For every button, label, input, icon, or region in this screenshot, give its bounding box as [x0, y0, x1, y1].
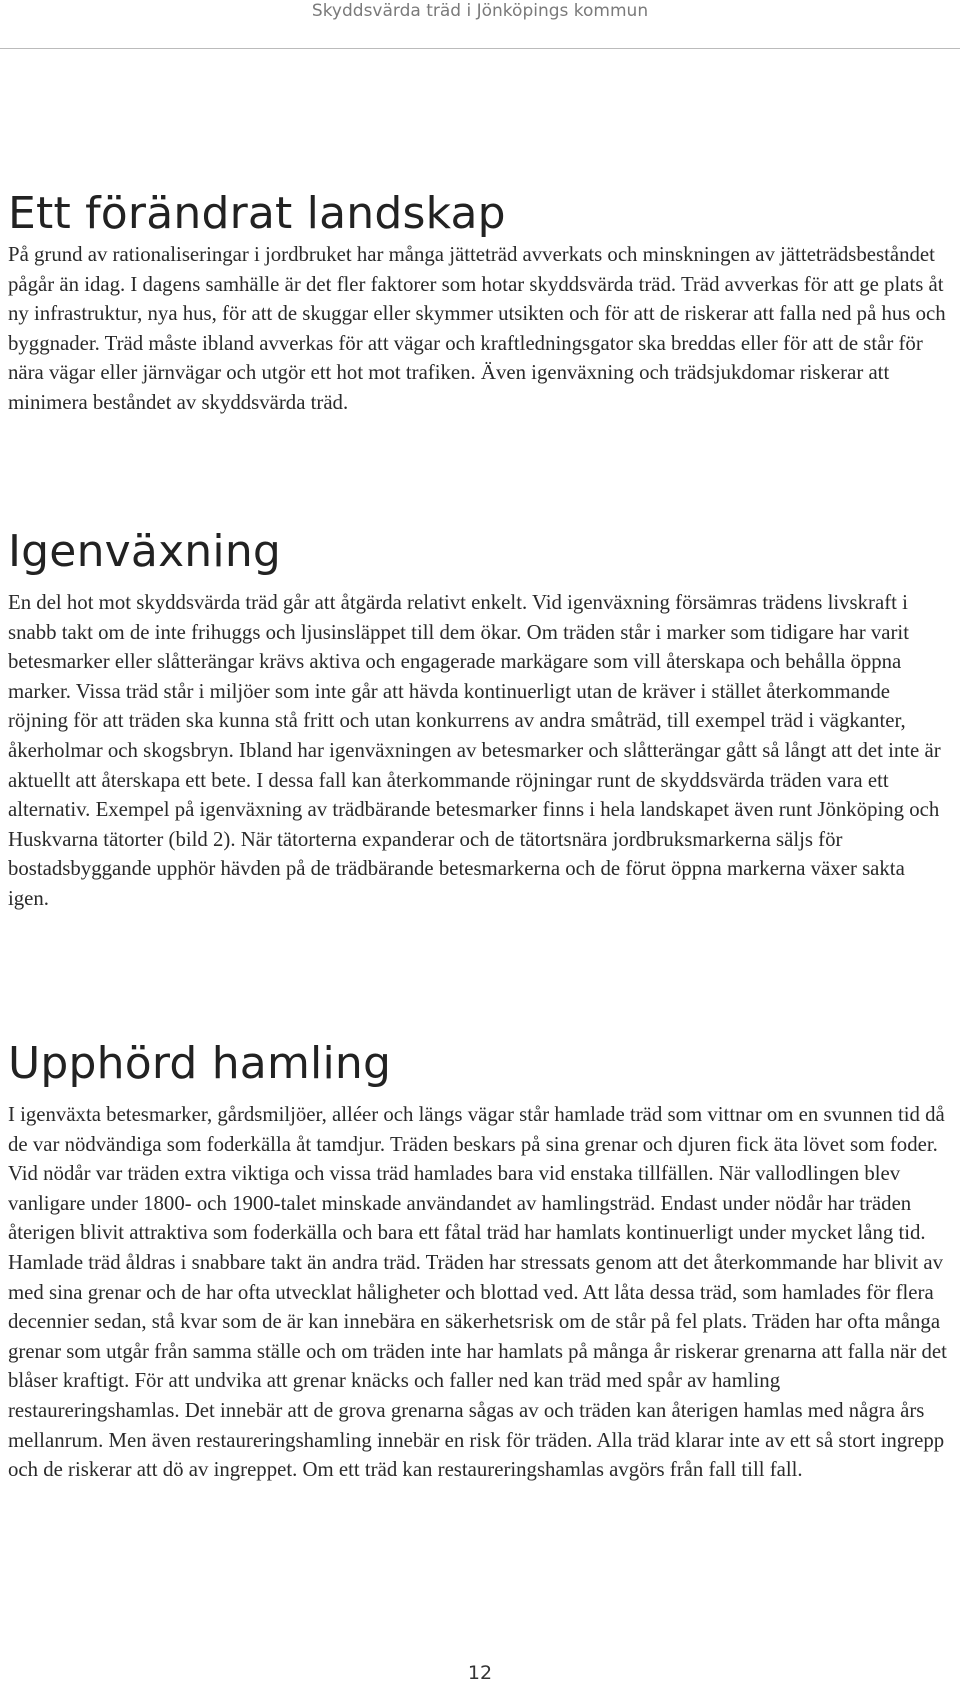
section-heading: Upphörd hamling: [8, 1038, 392, 1089]
section-upphord-hamling: [8, 1038, 948, 1485]
section-paragraph: På grund av rationaliseringar i jordbruket har många jätteträd avverkats och minskningen av jätteträdsbeståndet pågår än idag. I dagens samhälle är det fler faktorer som hotar skyddsvärda träd. Träd avverkas för att ge plats åt ny infrastruktur, nya hus, för att de skuggar eller skymmer utsikten och för att de riskerar att falla ned på hus och byggnader. Träd måste ibland avverkas för att vägar och kraftledningsgator ska breddas eller för att de står för nära vägar eller järnvägar och utgör ett hot mot trafiken. Även igenväxning och trädsjukdomar riskerar att minimera beståndet av skyddsvärda träd.: [8, 243, 946, 414]
page-number: 12: [467, 1662, 493, 1684]
section-ett-forandrat-landskap: [8, 188, 948, 418]
section-paragraph: En del hot mot skyddsvärda träd går att åtgärda relativt enkelt. Vid igenväxning försämras trädens livskraft i snabb takt om de inte frihuggs och ljusinsläppet till dem ökar. Om träden står i marker som tidigare har varit betesmarker eller slåtterängar krävs aktiva och engagerade markägare som vill återskapa och behålla öppna marker. Vissa träd står i miljöer som inte går att hävda kontinuerligt utan de kräver i stället återkommande röjning för att träden ska kunna stå fritt och utan konkurrens av andra småträd, till exempel träd i vägkanter, åkerholmar och skogsbryn. Ibland har igenväxningen av betesmarker och slåtterängar gått så långt att det inte är aktuellt att återskapa ett bete. I dessa fall kan återkommande röjningar runt de skyddsvärda träden vara ett alternativ. Exempel på igenväxning av trädbärande betesmarker finns i hela landskapet även runt Jönköping och Huskvarna tätorter (bild 2). När tätorterna expanderar och de tätortsnära jordbruksmarkerna säljs för bostadsbyggande upphör hävden på de trädbärande betesmarkerna och de förut öppna markerna växer sakta igen.: [8, 591, 941, 910]
running-header: Skyddsvärda träd i Jönköpings kommun: [311, 1, 649, 21]
section-paragraph: I igenväxta betesmarker, gårdsmiljöer, alléer och längs vägar står hamlade träd som vittnar om en svunnen tid då de var nödvändiga som foderkälla åt tamdjur. Träden beskars på sina grenar och djuren fick äta lövet som foder. Vid nödår var träden extra viktiga och vissa träd hamlades bara vid enstaka tillfällen. När vallodlingen blev vanligare under 1800- och 1900-talet minskade användandet av hamlingsträd. Endast under nödår har träden återigen blivit attraktiva som foderkälla och bara ett fåtal träd har hamlats kontinuerligt under mycket lång tid. Hamlade träd åldras i snabbare takt än andra träd. Träden har stressats genom att det återkommande har blivit av med sina grenar och de har ofta utvecklat håligheter och blottad ved. Att låta dessa träd, som hamlades för flera decennier sedan, stå kvar som de är kan innebära en säkerhetsrisk om de står på fel plats. Träden har ofta många grenar som utgår från samma ställe och om träden inte har hamlats på många år riskerar grenarna att falla när det blåser kraftigt. För att undvika att grenar knäcks och faller ned kan träd med spår av hamling restaureringshamlas. Det innebär att de grova grenarna sågas av och träden kan återigen hamlas med några års mellanrum. Men även restaureringshamling innebär en risk för träden. Alla träd klarar inte av ett så stort ingrepp och de riskerar att dö av ingreppet. Om ett träd kan restaureringshamlas avgörs från fall till fall.: [8, 1103, 947, 1482]
header-divider: [0, 48, 960, 49]
section-heading: Ett förändrat landskap: [8, 188, 506, 239]
section-heading: Igenväxning: [8, 526, 282, 577]
section-igenvaxning: [8, 526, 948, 914]
